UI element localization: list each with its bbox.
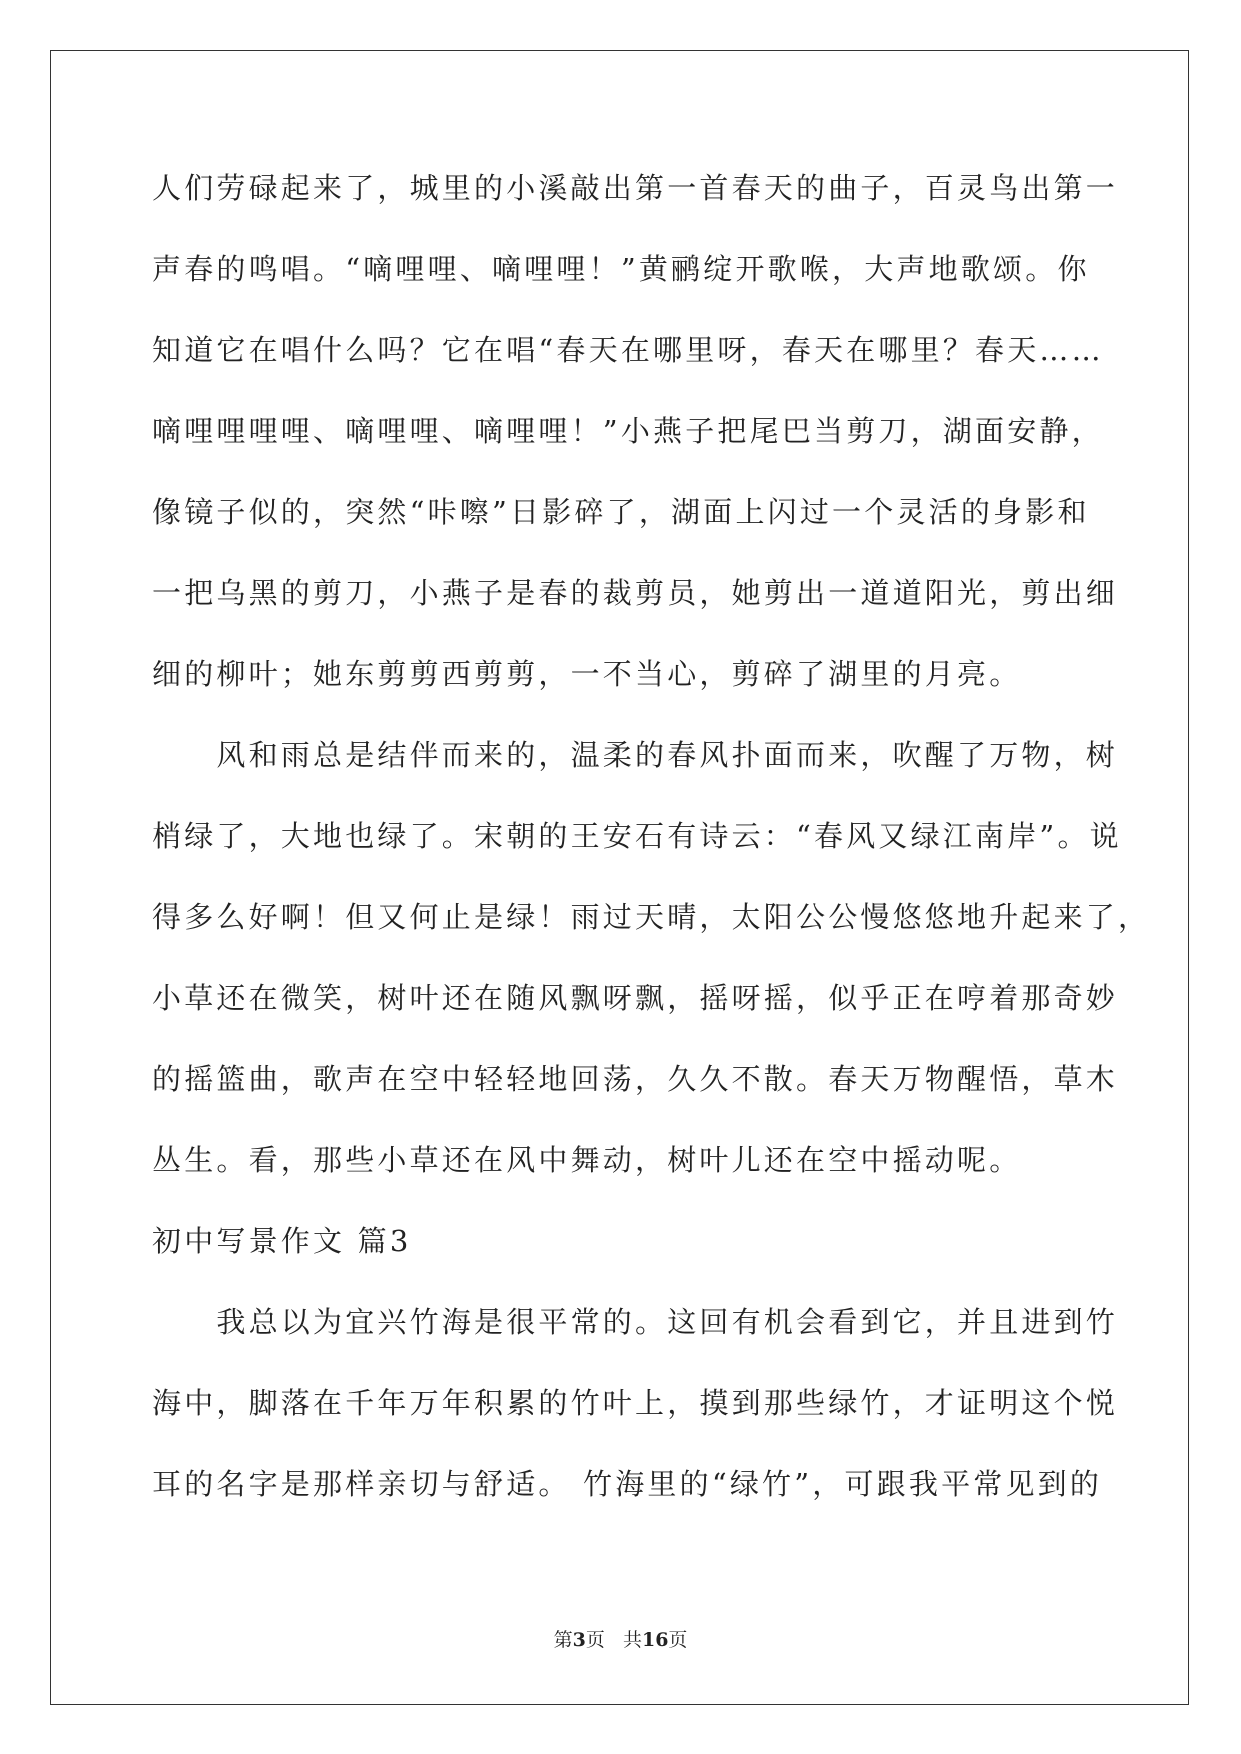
text-line: 一把乌黑的剪刀，小燕子是春的裁剪员，她剪出一道道阳光，剪出细 xyxy=(152,576,1119,610)
footer-prefix: 第 xyxy=(553,1629,573,1651)
footer-total-prefix: 共 xyxy=(622,1629,642,1651)
footer-page-suffix: 页 xyxy=(585,1629,605,1651)
text-line: 我总以为宜兴竹海是很平常的。这回有机会看到它，并且进到竹 xyxy=(152,1305,1119,1339)
page-border xyxy=(50,50,1189,1705)
section-heading: 初中写景作文 篇3 xyxy=(152,1224,412,1258)
text-line: 声春的鸣唱。“嘀哩哩、嘀哩哩！”黄鹂绽开歌喉，大声地歌颂。你 xyxy=(152,252,1090,286)
text-line: 风和雨总是结伴而来的，温柔的春风扑面而来，吹醒了万物，树 xyxy=(152,738,1119,772)
text-line: 耳的名字是那样亲切与舒适。 竹海里的“绿竹”，可跟我平常见到的 xyxy=(152,1467,1103,1501)
text-line: 知道它在唱什么吗？它在唱“春天在哪里呀，春天在哪里？春天…… xyxy=(152,333,1104,367)
text-line: 嘀哩哩哩哩、嘀哩哩、嘀哩哩！”小燕子把尾巴当剪刀，湖面安静， xyxy=(152,414,1104,448)
page-number: 3 xyxy=(572,1629,586,1651)
text-line: 细的柳叶；她东剪剪西剪剪，一不当心，剪碎了湖里的月亮。 xyxy=(152,657,1022,691)
text-line: 小草还在微笑，树叶还在随风飘呀飘，摇呀摇，似乎正在哼着那奇妙 xyxy=(152,981,1119,1015)
text-line: 丛生。看，那些小草还在风中舞动，树叶儿还在空中摇动呢。 xyxy=(152,1143,1022,1177)
text-line: 的摇篮曲，歌声在空中轻轻地回荡，久久不散。春天万物醒悟，草木 xyxy=(152,1062,1119,1096)
text-line: 海中，脚落在千年万年积累的竹叶上，摸到那些绿竹，才证明这个悦 xyxy=(152,1386,1119,1420)
text-line: 梢绿了，大地也绿了。宋朝的王安石有诗云：“春风又绿江南岸”。说 xyxy=(152,819,1122,853)
text-line: 人们劳碌起来了，城里的小溪敲出第一首春天的曲子，百灵鸟出第一 xyxy=(152,171,1119,205)
footer-total-suffix: 页 xyxy=(668,1629,688,1651)
text-line: 像镜子似的，突然“咔嚓”日影碎了，湖面上闪过一个灵活的身影和 xyxy=(152,495,1090,529)
page-footer xyxy=(0,1628,1241,1652)
text-line: 得多么好啊！但又何止是绿！雨过天晴，太阳公公慢悠悠地升起来了， xyxy=(152,900,1151,934)
total-pages: 16 xyxy=(641,1629,669,1651)
